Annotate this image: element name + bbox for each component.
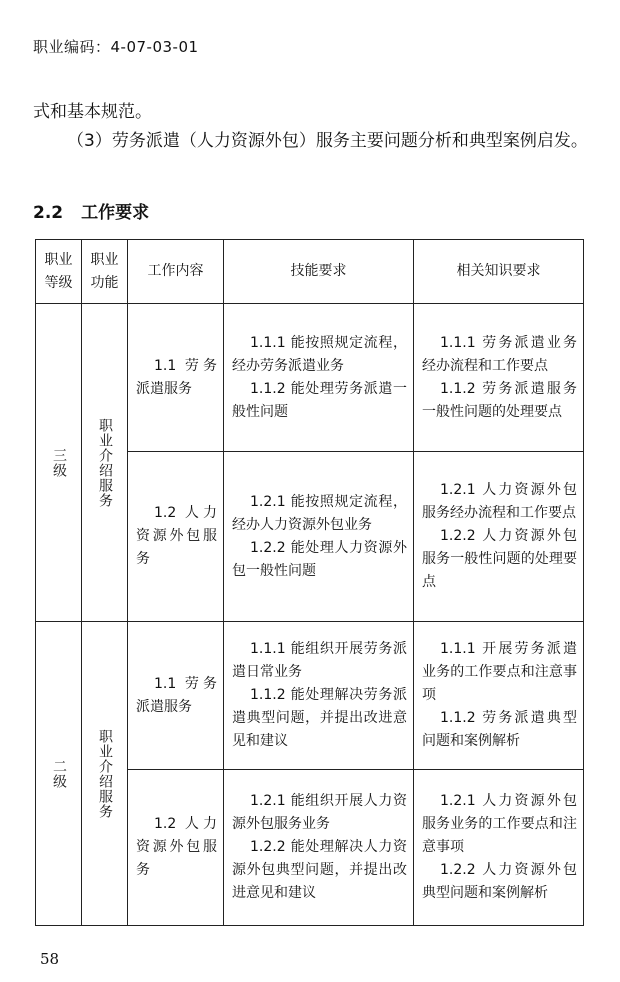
work-content-cell: 1.1 劳务派遣服务	[128, 622, 224, 770]
paragraph-2: （3）劳务派遣（人力资源外包）服务主要问题分析和典型案例启发。	[67, 131, 588, 151]
skill-cell: 1.1.1 能组织开展劳务派遣日常业务 1.1.2 能处理解决劳务派遣典型问题，并提出改进意见和建议	[224, 622, 414, 770]
paragraph-1: 式和基本规范。	[33, 102, 152, 122]
level-cell: 二级	[36, 622, 82, 926]
table-header-row	[36, 240, 584, 304]
skill-cell: 1.2.1 能按照规定流程，经办人力资源外包业务 1.2.2 能处理人力资源外包一般性问题	[224, 452, 414, 622]
page-number: 58	[40, 950, 60, 968]
work-content-cell: 1.1 劳务派遣服务	[128, 304, 224, 452]
table-row	[36, 622, 584, 770]
header-skill: 技能要求	[224, 240, 414, 304]
work-content-cell: 1.2 人力资源外包服务	[128, 770, 224, 926]
work-requirements-table	[35, 239, 584, 926]
header-knowledge: 相关知识要求	[414, 240, 584, 304]
header-function: 职业功能	[82, 240, 128, 304]
skill-cell: 1.1.1 能按照规定流程，经办劳务派遣业务 1.1.2 能处理劳务派遣一般性问题	[224, 304, 414, 452]
function-cell: 职业介绍服务	[82, 622, 128, 926]
level-cell: 三级	[36, 304, 82, 622]
header-work: 工作内容	[128, 240, 224, 304]
section-number: 2.2	[33, 203, 64, 223]
occupation-code: 职业编码：4-07-03-01	[33, 38, 199, 56]
knowledge-cell: 1.2.1 人力资源外包服务经办流程和工作要点 1.2.2 人力资源外包服务一般性问题的处理要点	[414, 452, 584, 622]
table-row	[36, 304, 584, 452]
header-level: 职业等级	[36, 240, 82, 304]
knowledge-cell: 1.2.1 人力资源外包服务业务的工作要点和注意事项 1.2.2 人力资源外包典型问题和案例解析	[414, 770, 584, 926]
knowledge-cell: 1.1.1 开展劳务派遣业务的工作要点和注意事项 1.1.2 劳务派遣典型问题和案例解析	[414, 622, 584, 770]
function-cell: 职业介绍服务	[82, 304, 128, 622]
work-content-cell: 1.2 人力资源外包服务	[128, 452, 224, 622]
section-heading	[33, 198, 149, 223]
skill-cell: 1.2.1 能组织开展人力资源外包服务业务 1.2.2 能处理解决人力资源外包典型问题，并提出改进意见和建议	[224, 770, 414, 926]
knowledge-cell: 1.1.1 劳务派遣业务经办流程和工作要点 1.1.2 劳务派遣服务一般性问题的处理要点	[414, 304, 584, 452]
section-title: 工作要求	[81, 203, 150, 223]
